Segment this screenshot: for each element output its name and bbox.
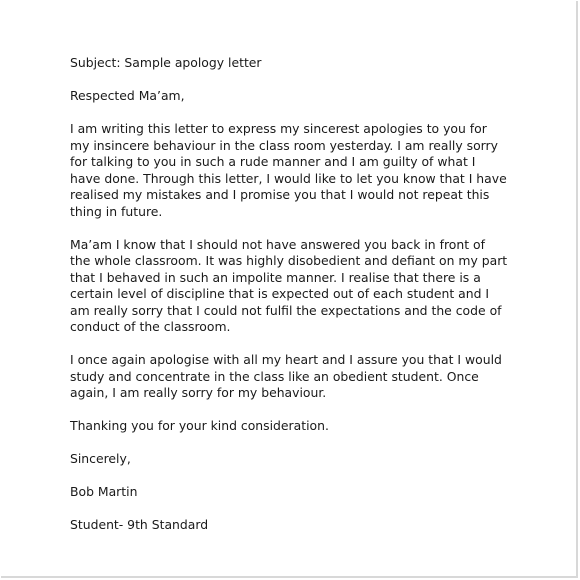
closing-line: Sincerely, (70, 451, 131, 466)
paragraph-2 (70, 237, 517, 336)
paragraph-line: my insincere behaviour in the class room yesterday. I am really sorry (70, 137, 498, 153)
paragraph-line: study and concentrate in the class like an obedient student. Once (70, 368, 479, 384)
paragraph-line: again, I am really sorry for my behaviour. (70, 385, 327, 400)
paragraph-line: certain level of discipline that is expected out of each student and I (70, 286, 490, 301)
signature-title: Student- 9th Standard (70, 517, 209, 532)
paragraph-line: that I behaved in such an impolite manner. I realise that there is a (70, 269, 481, 285)
signature-name: Bob Martin (70, 484, 138, 499)
letter-body (70, 55, 517, 534)
paragraph-line: realised my mistakes and I promise you that I would not repeat this (70, 187, 490, 202)
paragraph-line: the whole classroom. It was highly disobedient and defiant on my part (70, 253, 508, 268)
paragraph-line: thing in future. (70, 203, 163, 219)
paragraph-line: Ma’am I know that I should not have answered you back in front of (70, 236, 485, 252)
paragraph-line: I once again apologise with all my heart and I assure you that I would (70, 352, 502, 367)
paragraph-line: conduct of the classroom. (70, 319, 231, 334)
paragraph-line: for talking to you in such a rude manner and I am guilty of what I (70, 154, 476, 169)
paragraph-line: am really sorry that I could not fulfil the expectations and the code of (70, 302, 502, 318)
paragraph-line: have done. Through this letter, I would like to let you know that I have (70, 170, 507, 186)
subject-line: Subject: Sample apology letter (70, 55, 262, 70)
paragraph-line: I am writing this letter to express my sincerest apologies to you for (70, 121, 487, 136)
salutation: Respected Ma’am, (70, 88, 185, 103)
paragraph-1 (70, 121, 517, 220)
thanks-line: Thanking you for your kind consideration. (70, 418, 329, 433)
document-page (1, 1, 578, 578)
paragraph-3 (70, 352, 517, 402)
